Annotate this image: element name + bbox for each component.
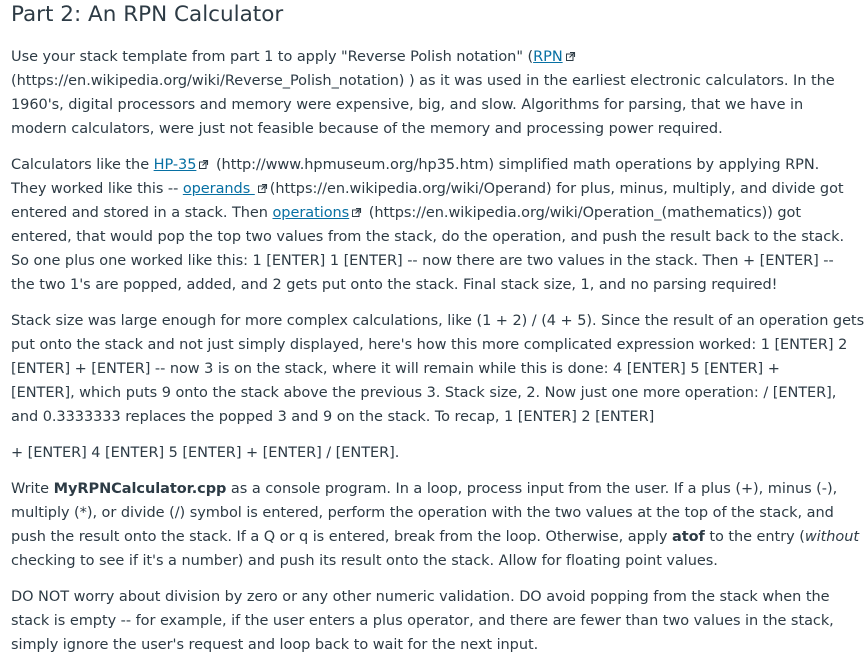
p5-line-3: push the result onto the stack. If a Q or q is entered, break from the loop. Otherwise, apply atof to the entry (without [11,529,859,545]
p3-line-1: Stack size was large enough for more complex calculations, like (1 + 2) / (4 + 5). Since the result of an operation gets [11,313,864,329]
operations-link[interactable]: operations [272,205,350,221]
p6-line-3: simply ignore the user's request and loop back to wait for the next input. [11,637,539,653]
p3-line-2: put onto the stack and not just simply displayed, here's how this more complicated expression worked: 1 [ENTER] 2 [11,337,848,353]
p5-line-2: multiply (*), or divide (/) symbol is entered, perform the operation with the two values at the top of the stack, and [11,505,834,521]
atof-text: atof [671,529,705,545]
external-link-icon [352,208,361,217]
paragraph-recap [11,441,829,465]
p2-line-1: Calculators like the HP-35 (http://www.hpmuseum.org/hp35.htm) simplified math operations by applying RPN. [11,157,820,173]
p2-line-2: They worked like this -- operands (https://en.wikipedia.org/wiki/Operand) for plus, minus, multiply, and divide got [11,181,844,197]
p2-line-4: entered, that would pop the top two values from the stack, do the operation, and push the result back to the stack. [11,229,845,245]
p6-line-2: stack is empty -- for example, if the user enters a plus operator, and there are fewer than two values in the stack, [11,613,834,629]
paragraph-stack-example [11,309,864,429]
hp35-link[interactable]: HP-35 [153,157,197,173]
p3-line-4: [ENTER], which puts 9 onto the stack above the previous 3. Stack size, 2. Now just one more operation: / [ENTER], [11,385,837,401]
p5-line-1: Write MyRPNCalculator.cpp as a console program. In a loop, process input from the user. If a plus (+), minus (-), [11,481,838,497]
filename-text: MyRPNCalculator.cpp [53,481,227,497]
rpn-link[interactable]: RPN [533,49,563,65]
p3-line-5: and 0.3333333 replaces the popped 3 and 9 on the stack. To recap, 1 [ENTER] 2 [ENTER] [11,409,655,425]
p1-line-2: (https://en.wikipedia.org/wiki/Reverse_Polish_notation) ) as it was used in the earliest electronic calculators. In the [11,73,835,89]
paragraph-validation [11,585,834,657]
external-link-icon [199,160,208,169]
p2-line-3: entered and stored in a stack. Then operations (https://en.wikipedia.org/wiki/Operation_(mathematics)) got [11,205,801,221]
paragraph-intro [11,45,835,141]
p2-line-6: the two 1's are popped, added, and 2 gets put onto the stack. Final stack size, 1, and no parsing required! [11,277,778,293]
paragraph-hp35 [11,153,845,297]
paragraph-instructions [11,477,859,573]
p1-line-1: Use your stack template from part 1 to apply "Reverse Polish notation" (RPN [11,45,829,69]
p5-line-4: checking to see if it's a number) and push its result onto the stack. Allow for floating point values. [11,553,718,569]
operands-link[interactable]: operands [182,181,255,197]
external-link-icon [258,184,267,193]
p1-line-4: modern calculators, were just not feasible because of the memory and processing power required. [11,121,723,137]
p3-line-3: [ENTER] + [ENTER] -- now 3 is on the stack, where it will remain while this is done: 4 [ENTER] 5 [ENTER] + [11,361,780,377]
p1-line-3: 1960's, digital processors and memory were expensive, big, and slow. Algorithms for parsing, that we have in [11,97,804,113]
p6-line-1: DO NOT worry about division by zero or any other numeric validation. DO avoid popping from the stack when the [11,589,830,605]
external-link-icon [566,52,575,61]
p2-line-5: So one plus one worked like this: 1 [ENTER] 1 [ENTER] -- now there are two values in the stack. Then + [ENTER] -- [11,253,834,269]
document-content [11,0,864,653]
page-title: Part 2: An RPN Calculator [11,2,284,27]
without-text: without [804,529,859,545]
p4-line-1: + [ENTER] 4 [ENTER] 5 [ENTER] + [ENTER] / [ENTER]. [11,445,400,461]
